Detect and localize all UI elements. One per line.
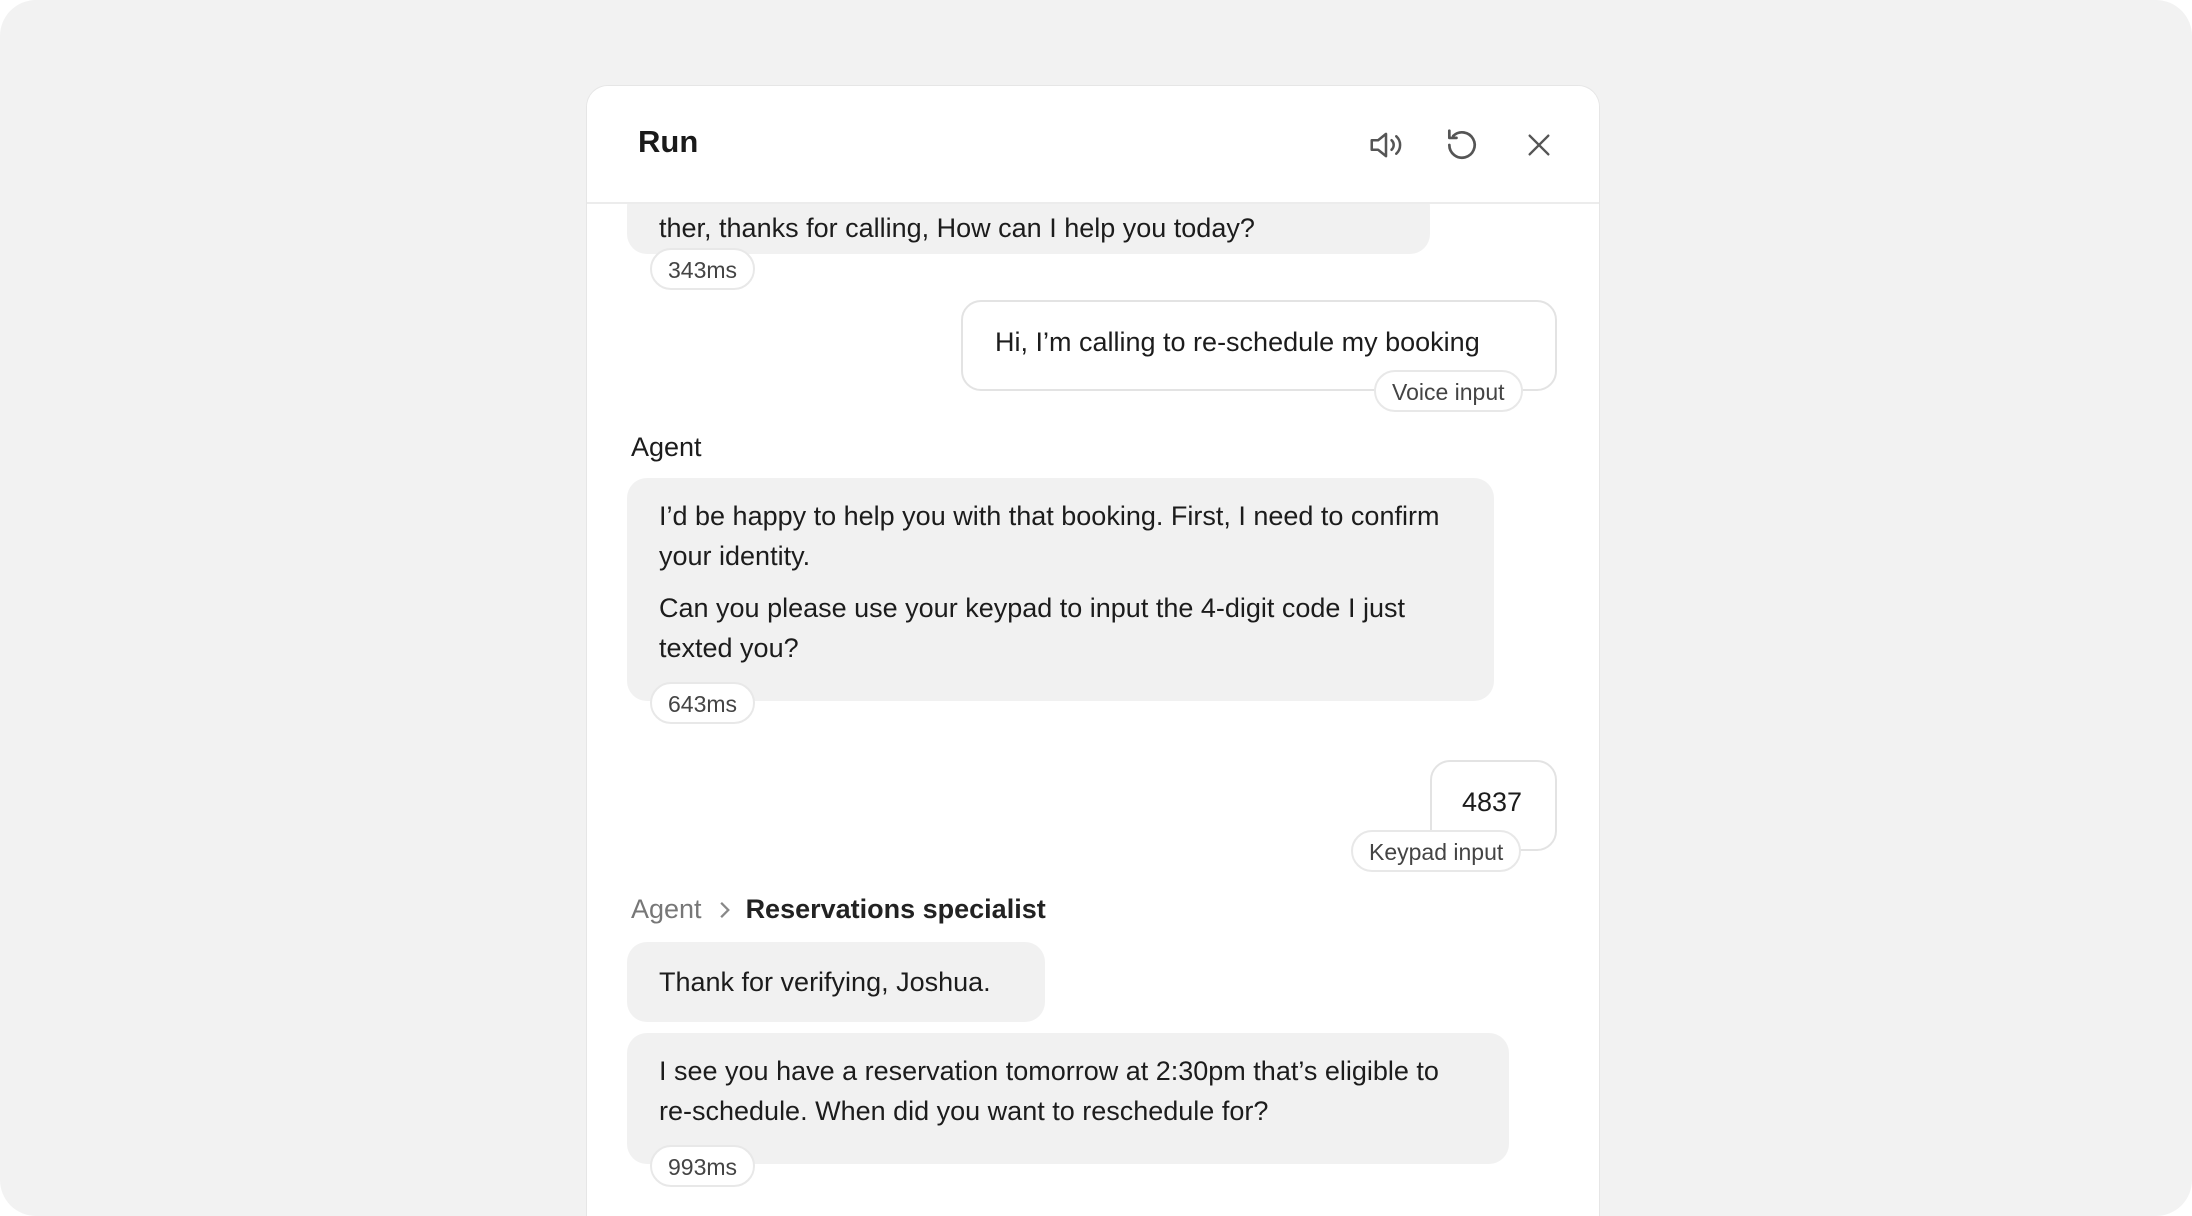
run-panel <box>586 85 1600 1216</box>
agent-message-bubble <box>627 478 1494 701</box>
input-type-badge: Keypad input <box>1351 830 1521 872</box>
message-paragraph: I’d be happy to help you with that booking. First, I need to confirm your identity. <box>659 501 1440 571</box>
latency-badge: 343ms <box>650 248 755 290</box>
close-icon <box>1523 129 1555 161</box>
agent-message-bubble <box>627 1033 1509 1164</box>
speaker-breadcrumb <box>631 894 1046 925</box>
breadcrumb-specialist: Reservations specialist <box>745 894 1046 924</box>
message-text: 4837 <box>1462 787 1523 817</box>
speaker-icon <box>1367 126 1405 164</box>
latency-badge: 993ms <box>650 1145 755 1187</box>
agent-message-bubble <box>627 942 1045 1022</box>
restart-button[interactable] <box>1439 122 1485 168</box>
message-text: Hi, I’m calling to re-schedule my booking <box>995 327 1480 357</box>
refresh-icon <box>1443 126 1481 164</box>
chevron-right-icon <box>716 900 732 920</box>
speaker-label: Agent <box>631 432 702 462</box>
close-button[interactable] <box>1516 122 1562 168</box>
message-text: I see you have a reservation tomorrow at 2:30pm that’s eligible to re-schedule. When did you want to reschedule for? <box>659 1056 1439 1126</box>
breadcrumb-agent: Agent <box>631 894 702 924</box>
speaker-button[interactable] <box>1363 122 1409 168</box>
message-paragraph: Can you please use your keypad to input the 4-digit code I just texted you? <box>659 593 1405 663</box>
message-text: ther, thanks for calling, How can I help you today? <box>659 213 1255 243</box>
panel-title: Run <box>638 124 699 159</box>
latency-badge: 643ms <box>650 682 755 724</box>
input-type-badge: Voice input <box>1374 370 1523 412</box>
message-text: Thank for verifying, Joshua. <box>659 967 991 997</box>
panel-header <box>587 86 1599 204</box>
